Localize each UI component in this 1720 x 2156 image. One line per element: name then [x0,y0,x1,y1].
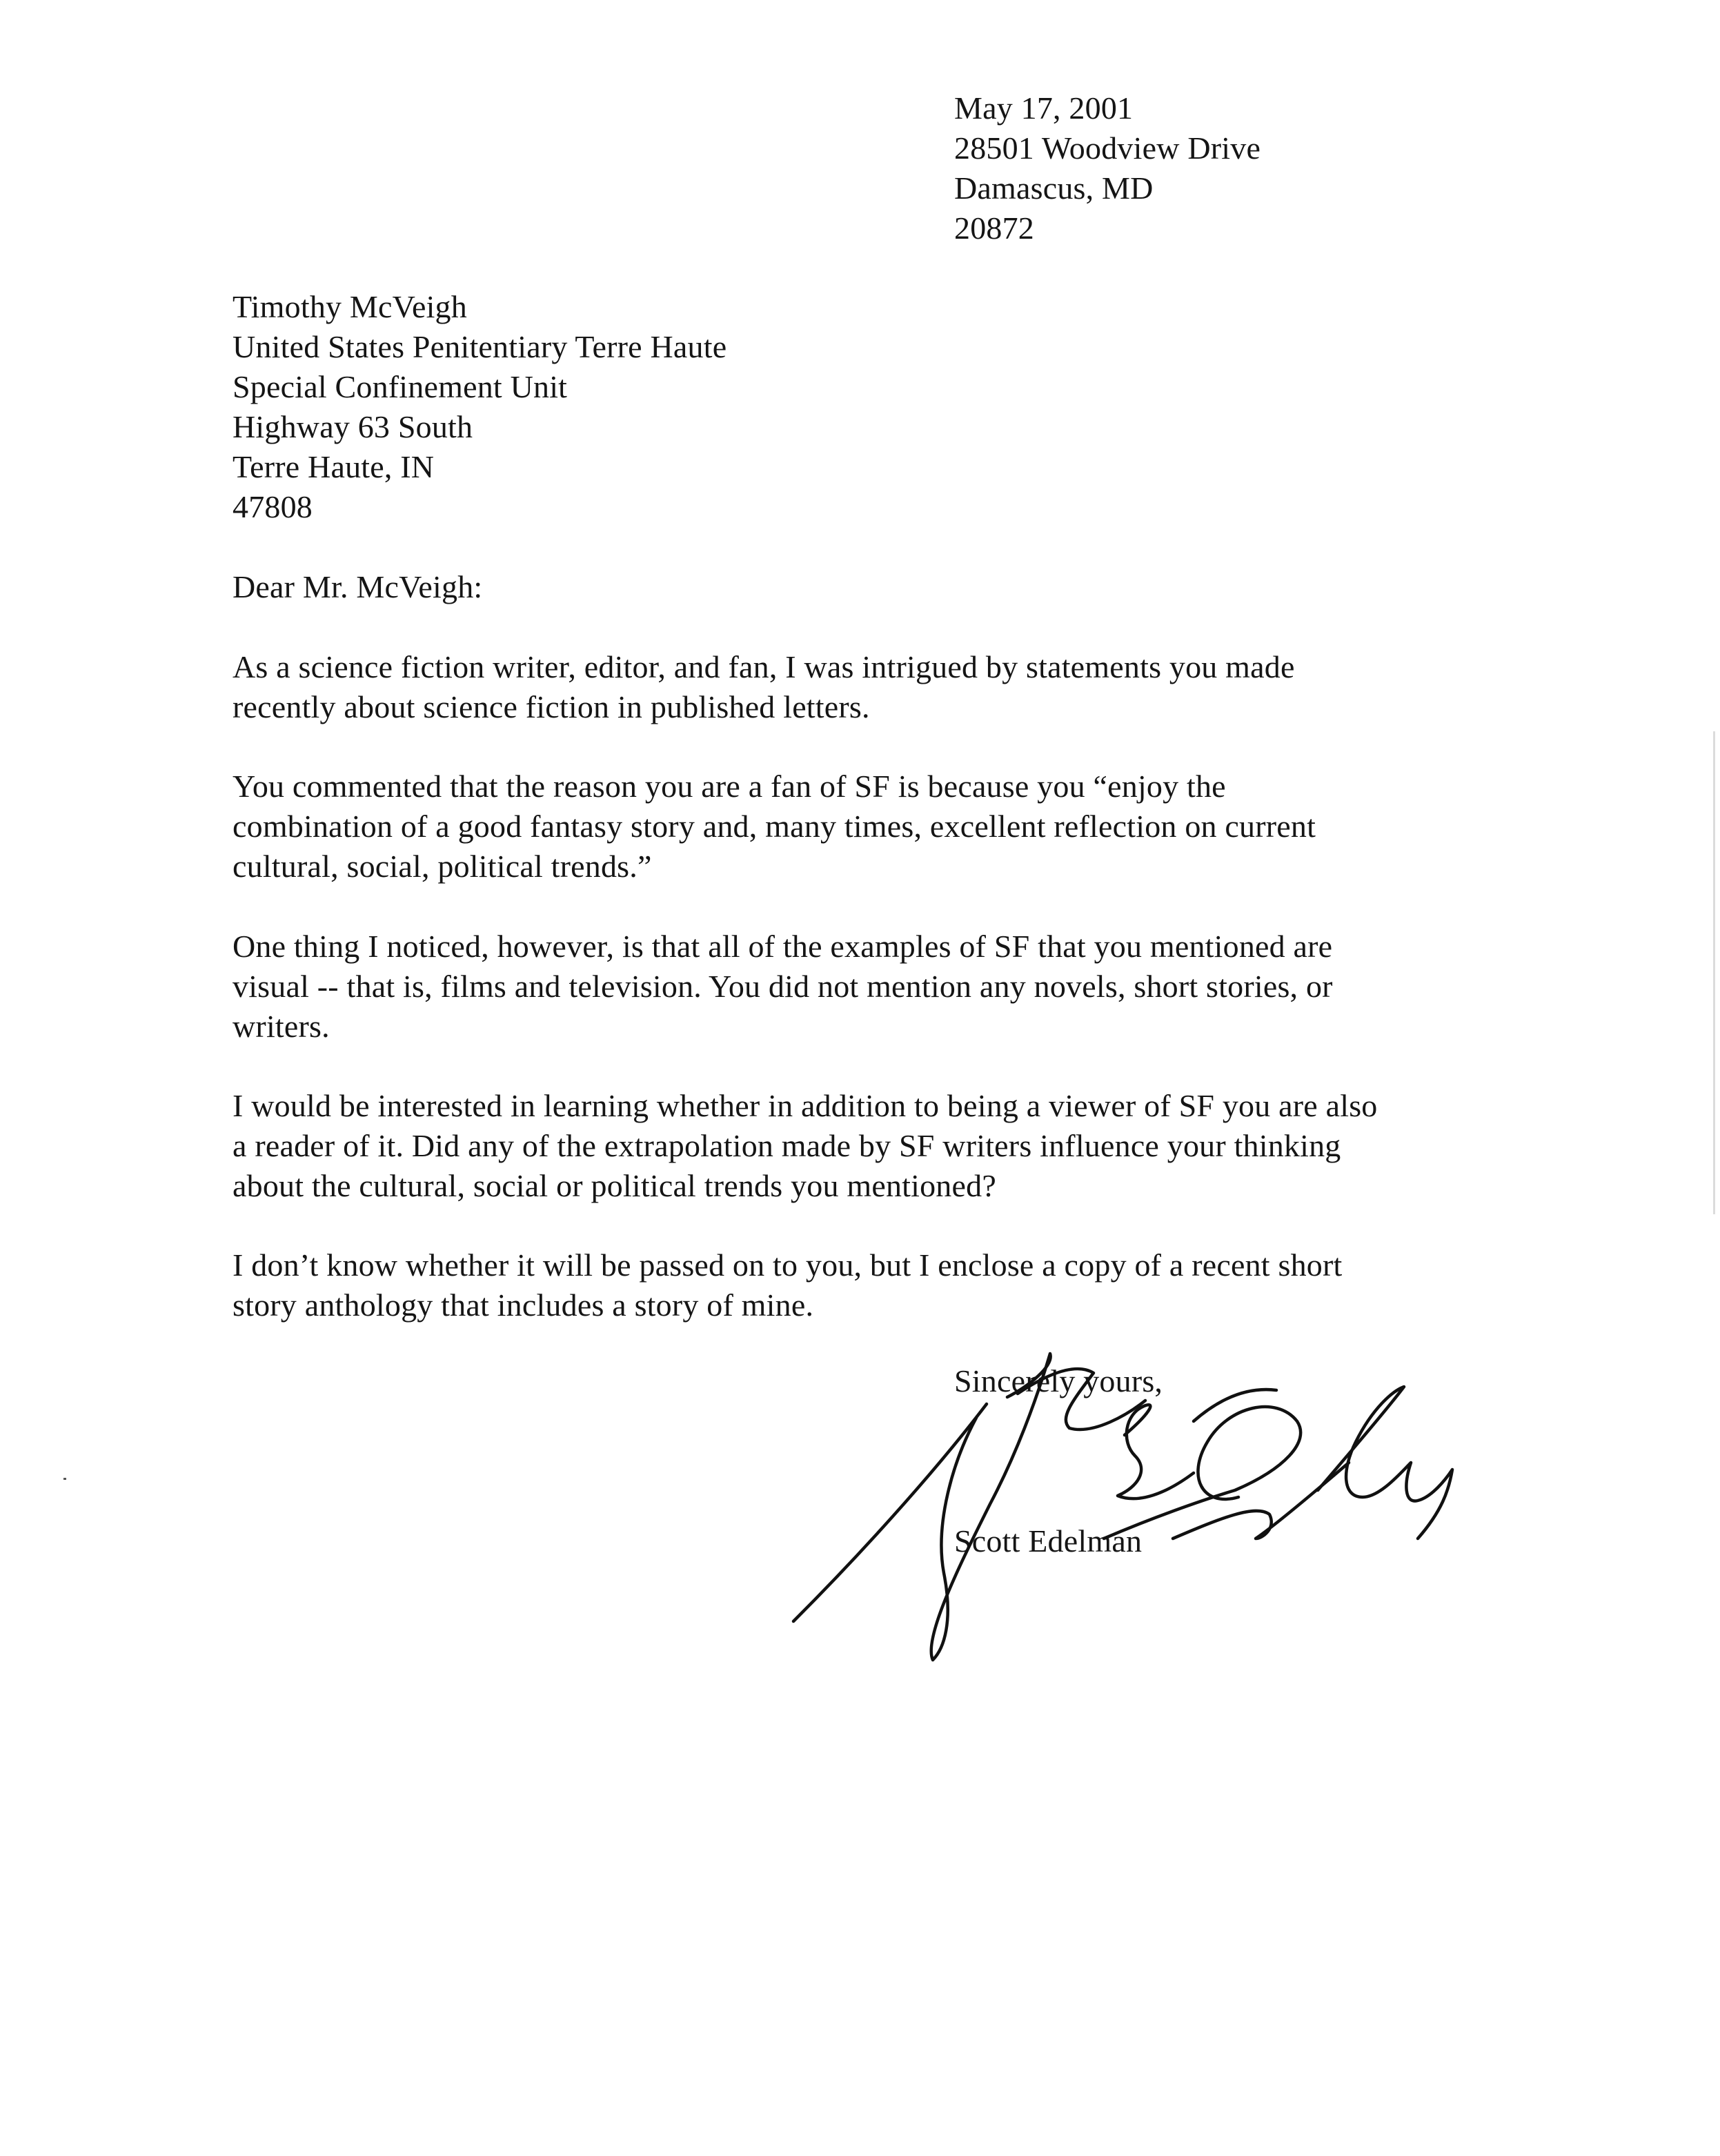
scan-edge-shadow [1713,731,1715,1214]
paragraph-line: I would be interested in learning whether in addition to being a viewer of SF you are also [233,1088,1378,1123]
letter-date: May 17, 2001 [954,90,1134,126]
sender-city-state: Damascus, MD [954,170,1154,206]
signer-name-text: Scott Edelman [954,1523,1143,1559]
recipient-city-state: Terre Haute, IN [233,449,435,484]
body-paragraph [233,927,1333,1047]
paragraph-line: about the cultural, social or political trends you mentioned? [233,1168,996,1203]
paragraph-line: One thing I noticed, however, is that all of the examples of SF that you mentioned are [233,929,1333,964]
recipient-address-block [233,287,726,527]
paragraph-line: story anthology that includes a story of mine. [233,1287,814,1323]
body-paragraph [233,1086,1378,1206]
salutation-text: Dear Mr. McVeigh: [233,569,483,604]
scan-speck [63,1478,66,1480]
sender-address-block [954,88,1261,248]
handwritten-signature [780,1332,1470,1663]
paragraph-line: visual -- that is, films and television. You did not mention any novels, short stories, or [233,969,1333,1004]
sender-zip: 20872 [954,210,1034,246]
paragraph-line: recently about science fiction in published letters. [233,689,870,724]
paragraph-line: I don’t know whether it will be passed on to you, but I enclose a copy of a recent short [233,1247,1343,1283]
recipient-institution: United States Penitentiary Terre Haute [233,329,727,364]
sender-street: 28501 Woodview Drive [954,130,1261,166]
closing-text: Sincerely yours, [954,1363,1163,1398]
recipient-name: Timothy McVeigh [233,289,467,324]
body-paragraph [233,1245,1342,1325]
paragraph-line: As a science fiction writer, editor, and fan, I was intrigued by statements you made [233,649,1295,684]
paragraph-line: cultural, social, political trends.” [233,849,652,884]
recipient-zip: 47808 [233,489,313,524]
paragraph-line: combination of a good fantasy story and, many times, excellent reflection on current [233,809,1316,844]
salutation [233,567,482,607]
paragraph-line: a reader of it. Did any of the extrapolation made by SF writers influence your thinking [233,1128,1341,1163]
paragraph-line: writers. [233,1009,330,1044]
recipient-unit: Special Confinement Unit [233,369,568,404]
paragraph-line: You commented that the reason you are a fan of SF is because you “enjoy the [233,769,1226,804]
recipient-street: Highway 63 South [233,409,473,444]
body-paragraph [233,767,1316,887]
body-paragraph [233,647,1295,727]
